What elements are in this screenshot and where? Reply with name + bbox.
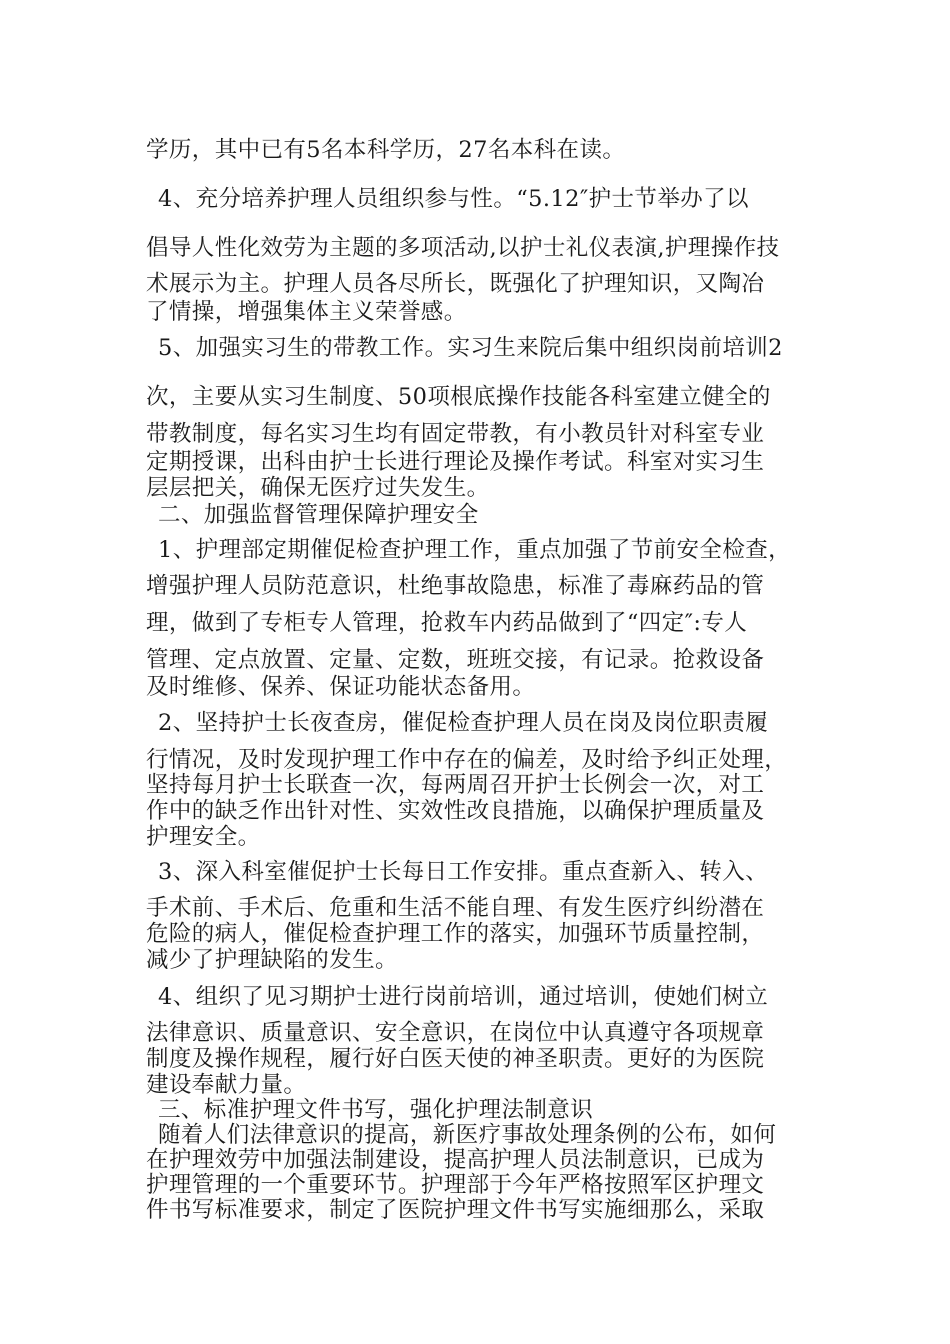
text-line: 法律意识、质量意识、安全意识，在岗位中认真遵守各项规章 — [146, 1020, 765, 1046]
text-line: 了情操，增强集体主义荣誉感。 — [146, 299, 467, 325]
text-line: 减少了护理缺陷的发生。 — [146, 947, 398, 973]
text-line: 带教制度，每名实习生均有固定带教，有小教员针对科室专业 — [146, 421, 765, 447]
text-line: 术展示为主。护理人员各尽所长，既强化了护理知识，又陶冶 — [146, 271, 765, 297]
text-line: 3、深入科室催促护士长每日工作安排。重点查新入、转入、 — [158, 859, 769, 885]
text-line: 及时维修、保养、保证功能状态备用。 — [146, 674, 536, 700]
text-line: 5、加强实习生的带教工作。实习生来院后集中组织岗前培训2 — [158, 335, 783, 361]
text-line: 定期授课，出科由护士长进行理论及操作考试。科室对实习生 — [146, 449, 765, 475]
text-line: 4、充分培养护理人员组织参与性。“5.12″护士节举办了以 — [158, 186, 749, 212]
text-line: 护理管理的一个重要环节。护理部于今年严格按照军区护理文 — [146, 1172, 765, 1198]
text-line: 增强护理人员防范意识，杜绝事故隐患，标准了毒麻药品的管 — [146, 573, 765, 599]
section-heading: 二、加强监督管理保障护理安全 — [158, 502, 479, 528]
text-line: 护理安全。 — [146, 824, 261, 850]
text-line: 层层把关，确保无医疗过失发生。 — [146, 475, 490, 501]
text-line: 1、护理部定期催促检查护理工作，重点加强了节前安全检查， — [158, 537, 792, 563]
text-line: 坚持每月护士长联查一次，每两周召开护士长例会一次，对工 — [146, 772, 765, 798]
text-line: 随着人们法律意识的提高，新医疗事故处理条例的公布，如何 — [158, 1122, 777, 1148]
text-line: 学历，其中已有5名本科学历，27名本科在读。 — [146, 137, 626, 163]
text-line: 制度及操作规程，履行好白医天使的神圣职责。更好的为医院 — [146, 1046, 765, 1072]
text-line: 2、坚持护士长夜查房，催促检查护理人员在岗及岗位职责履 — [158, 710, 769, 736]
text-line: 倡导人性化效劳为主题的多项活动,以护士礼仪表演,护理操作技 — [146, 235, 780, 261]
text-line: 次，主要从实习生制度、50项根底操作技能各科室建立健全的 — [146, 384, 771, 410]
text-line: 建设奉献力量。 — [146, 1072, 307, 1098]
text-line: 行情况，及时发现护理工作中存在的偏差，及时给予纠正处理， — [146, 747, 788, 773]
text-line: 件书写标准要求，制定了医院护理文件书写实施细那么，采取 — [146, 1197, 765, 1223]
text-line: 4、组织了见习期护士进行岗前培训，通过培训，使她们树立 — [158, 984, 769, 1010]
text-line: 管理、定点放置、定量、定数，班班交接，有记录。抢救设备 — [146, 647, 765, 673]
text-line: 理，做到了专柜专人管理，抢救车内药品做到了“四定″:专人 — [146, 610, 748, 636]
section-heading: 三、标准护理文件书写，强化护理法制意识 — [158, 1097, 594, 1123]
text-line: 在护理效劳中加强法制建设，提高护理人员法制意识，已成为 — [146, 1147, 765, 1173]
text-line: 危险的病人，催促检查护理工作的落实，加强环节质量控制， — [146, 921, 765, 947]
text-line: 作中的缺乏作出针对性、实效性改良措施，以确保护理质量及 — [146, 798, 765, 824]
text-line: 手术前、手术后、危重和生活不能自理、有发生医疗纠纷潜在 — [146, 895, 765, 921]
